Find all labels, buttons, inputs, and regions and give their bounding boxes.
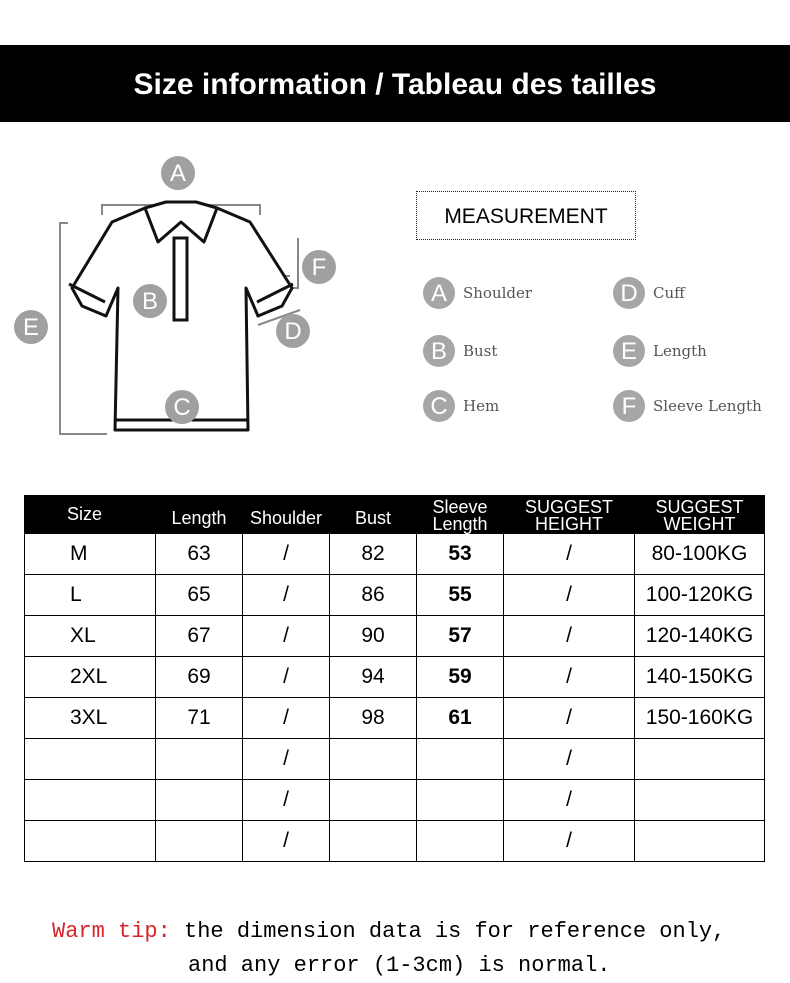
- cell-sleeve-length: 57: [417, 616, 504, 657]
- cell-length: 65: [156, 575, 243, 616]
- legend-label-bust: Bust: [463, 342, 498, 360]
- size-table: [24, 495, 765, 862]
- legend-item-bust: [423, 335, 497, 367]
- legend-label-shoulder: Shoulder: [463, 284, 533, 302]
- cell-suggest-weight: 140-150KG: [635, 657, 765, 698]
- cell-size: M: [25, 534, 156, 575]
- cell-size: [25, 821, 156, 862]
- cell-suggest-height: /: [504, 821, 635, 862]
- cell-shoulder: /: [243, 698, 330, 739]
- table-row: [25, 780, 765, 821]
- cell-shoulder: /: [243, 575, 330, 616]
- cell-shoulder: /: [243, 616, 330, 657]
- page-title: Size information / Tableau des tailles: [133, 68, 657, 101]
- legend-item-hem: [423, 390, 499, 422]
- cell-shoulder: /: [243, 739, 330, 780]
- warm-tip-line1: [52, 915, 772, 949]
- marker-e: E: [14, 310, 48, 344]
- cell-length: [156, 780, 243, 821]
- page-title-banner: [0, 45, 790, 122]
- cell-bust: 90: [330, 616, 417, 657]
- warm-tip: [52, 915, 772, 983]
- cell-shoulder: /: [243, 780, 330, 821]
- cell-bust: 82: [330, 534, 417, 575]
- legend-label-cuff: Cuff: [653, 284, 685, 302]
- legend-item-length: [613, 335, 707, 367]
- legend-marker-e: E: [613, 335, 645, 367]
- cell-suggest-height: /: [504, 739, 635, 780]
- cell-bust: 98: [330, 698, 417, 739]
- table-row: [25, 698, 765, 739]
- cell-length: 69: [156, 657, 243, 698]
- cell-size: L: [25, 575, 156, 616]
- header-shoulder: [243, 496, 330, 534]
- warm-tip-text1: the dimension data is for reference only,: [170, 919, 726, 944]
- cell-sleeve-length: [417, 780, 504, 821]
- header-size: Size: [25, 496, 156, 534]
- cell-suggest-height: /: [504, 534, 635, 575]
- cell-length: 71: [156, 698, 243, 739]
- cell-size: [25, 739, 156, 780]
- table-row: [25, 616, 765, 657]
- marker-f: F: [302, 250, 336, 284]
- legend-label-hem: Hem: [463, 397, 500, 415]
- legend-item-sleeve-length: [613, 390, 762, 422]
- shirt-diagram: [10, 150, 350, 450]
- header-sleeve-line1: Sleeve: [432, 497, 488, 517]
- marker-a: A: [161, 156, 195, 190]
- header-bust: [330, 496, 417, 534]
- cell-length: 63: [156, 534, 243, 575]
- cell-sleeve-length: 55: [417, 575, 504, 616]
- header-length-label: Length: [171, 508, 227, 528]
- cell-suggest-weight: 80-100KG: [635, 534, 765, 575]
- header-height-line2: HEIGHT: [534, 514, 603, 534]
- cell-size: 3XL: [25, 698, 156, 739]
- cell-sleeve-length: 61: [417, 698, 504, 739]
- legend-marker-c: C: [423, 390, 455, 422]
- header-weight-line2: WEIGHT: [663, 514, 736, 534]
- cell-suggest-weight: 120-140KG: [635, 616, 765, 657]
- cell-suggest-height: /: [504, 780, 635, 821]
- cell-suggest-height: /: [504, 657, 635, 698]
- legend-label-sleeve-length: Sleeve Length: [653, 397, 762, 415]
- cell-suggest-weight: 100-120KG: [635, 575, 765, 616]
- legend-marker-f: F: [613, 390, 645, 422]
- cell-length: [156, 739, 243, 780]
- cell-sleeve-length: 53: [417, 534, 504, 575]
- header-sleeve-length: [417, 496, 504, 534]
- marker-d: D: [276, 314, 310, 348]
- legend-marker-a: A: [423, 277, 455, 309]
- measurement-legend: [415, 265, 775, 445]
- header-sleeve-line2: Length: [432, 514, 488, 534]
- table-row: [25, 821, 765, 862]
- warm-tip-label: Warm tip:: [52, 919, 171, 944]
- cell-length: [156, 821, 243, 862]
- cell-size: XL: [25, 616, 156, 657]
- cell-bust: [330, 739, 417, 780]
- header-weight-line1: SUGGEST: [655, 497, 744, 517]
- legend-item-cuff: [613, 277, 685, 309]
- marker-b: B: [133, 284, 167, 318]
- cell-suggest-height: /: [504, 616, 635, 657]
- header-suggest-weight: [635, 496, 765, 534]
- cell-suggest-height: /: [504, 698, 635, 739]
- cell-bust: [330, 821, 417, 862]
- cell-sleeve-length: [417, 821, 504, 862]
- cell-suggest-weight: [635, 739, 765, 780]
- legend-marker-d: D: [613, 277, 645, 309]
- table-row: [25, 657, 765, 698]
- cell-suggest-height: /: [504, 575, 635, 616]
- cell-size: [25, 780, 156, 821]
- cell-size: 2XL: [25, 657, 156, 698]
- table-row: [25, 575, 765, 616]
- cell-sleeve-length: [417, 739, 504, 780]
- cell-bust: [330, 780, 417, 821]
- header-height-line1: SUGGEST: [524, 497, 613, 517]
- warm-tip-line2: and any error (1-3cm) is normal.: [188, 953, 611, 978]
- cell-bust: 86: [330, 575, 417, 616]
- cell-suggest-weight: [635, 780, 765, 821]
- cell-shoulder: /: [243, 534, 330, 575]
- table-header-row: [25, 496, 765, 534]
- cell-sleeve-length: 59: [417, 657, 504, 698]
- measurement-title: MEASUREMENT: [416, 191, 636, 240]
- cell-bust: 94: [330, 657, 417, 698]
- table-row: [25, 739, 765, 780]
- cell-suggest-weight: 150-160KG: [635, 698, 765, 739]
- cell-shoulder: /: [243, 657, 330, 698]
- cell-suggest-weight: [635, 821, 765, 862]
- header-length: [156, 496, 243, 534]
- table-row: [25, 534, 765, 575]
- header-suggest-height: [504, 496, 635, 534]
- legend-marker-b: B: [423, 335, 455, 367]
- cell-shoulder: /: [243, 821, 330, 862]
- legend-label-length: Length: [653, 342, 707, 360]
- marker-c: C: [165, 390, 199, 424]
- header-bust-label: Bust: [354, 508, 392, 528]
- header-shoulder-label: Shoulder: [249, 508, 323, 528]
- cell-length: 67: [156, 616, 243, 657]
- legend-item-shoulder: [423, 277, 532, 309]
